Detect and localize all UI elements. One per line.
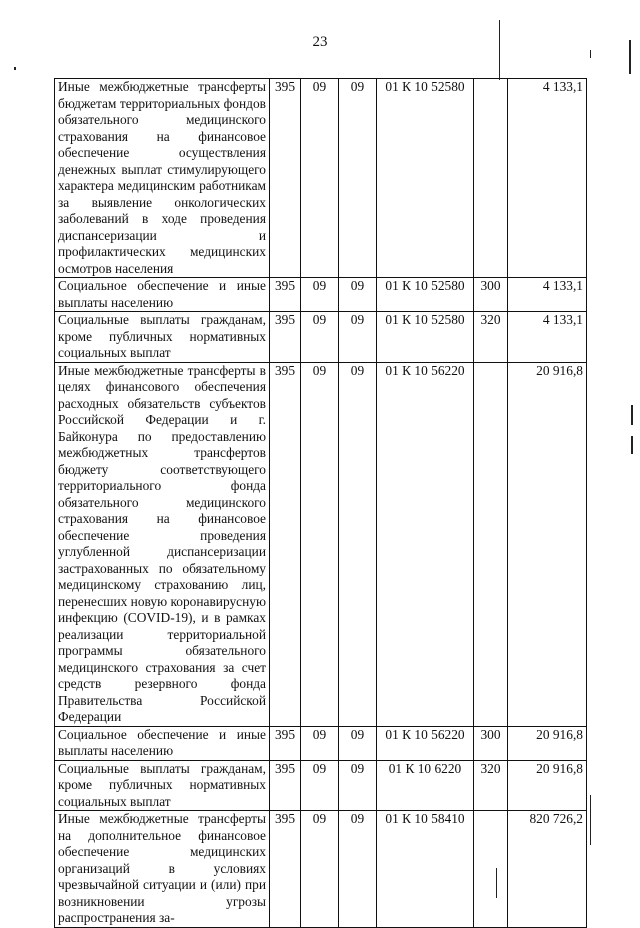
amount-cell: 4 133,1 <box>508 278 587 312</box>
row-name-cell: Социальные выплаты гражданам, кроме публичных нормативных социальных выплат <box>55 312 270 363</box>
subsection-code-cell: 09 <box>339 760 377 811</box>
row-name-cell: Социальные выплаты гражданам, кроме публичных нормативных социальных выплат <box>55 760 270 811</box>
subsection-code-cell: 09 <box>339 726 377 760</box>
scan-artifact <box>631 405 633 425</box>
table-row <box>55 811 587 928</box>
expense-type-cell: 320 <box>474 312 508 363</box>
ministry-code-cell: 395 <box>270 362 301 726</box>
table-row <box>55 79 587 278</box>
scan-artifact <box>629 40 631 74</box>
expense-type-cell: 300 <box>474 726 508 760</box>
table-row <box>55 760 587 811</box>
scan-artifact <box>590 795 591 845</box>
target-article-cell: 01 К 10 52580 <box>377 79 474 278</box>
amount-cell: 20 916,8 <box>508 760 587 811</box>
expense-type-cell <box>474 362 508 726</box>
ministry-code-cell: 395 <box>270 312 301 363</box>
table-row <box>55 278 587 312</box>
expense-type-cell <box>474 79 508 278</box>
page-number: 23 <box>312 34 328 50</box>
target-article-cell: 01 К 10 52580 <box>377 312 474 363</box>
subsection-code-cell: 09 <box>339 362 377 726</box>
table-row <box>55 362 587 726</box>
ministry-code-cell: 395 <box>270 811 301 928</box>
scan-artifact <box>14 67 16 70</box>
section-code-cell: 09 <box>301 726 339 760</box>
row-name-cell: Социальное обеспечение и иные выплаты населению <box>55 726 270 760</box>
section-code-cell: 09 <box>301 312 339 363</box>
ministry-code-cell: 395 <box>270 278 301 312</box>
subsection-code-cell: 09 <box>339 312 377 363</box>
section-code-cell: 09 <box>301 760 339 811</box>
section-code-cell: 09 <box>301 278 339 312</box>
expense-type-cell: 320 <box>474 760 508 811</box>
subsection-code-cell: 09 <box>339 811 377 928</box>
row-name-cell: Иные межбюджетные трансферты бюджетам территориальных фондов обязательного медицинского страхования на финансовое обеспечение осуществления денежных выплат стимулирующего характера медицинским работникам за выявление онкологических заболеваний в ходе проведения диспансеризации и профилактических медицинских осмотров населения <box>55 79 270 278</box>
row-name-cell: Иные межбюджетные трансферты в целях финансового обеспечения расходных обязательств субъектов Российской Федерации и г. Байконура по предоставлению межбюджетных трансфертов бюджету соответствующего территориального фонда обязательного медицинского страхования на финансовое обеспечение проведения углубленной диспансеризации застрахованных по обязательному медицинскому страхованию лиц, перенесших новую коронавирусную инфекцию (COVID-19), и в рамках реализации территориальной программы обязательного медицинского страхования за счет средств резервного фонда Правительства Российской Федерации <box>55 362 270 726</box>
scan-artifact <box>590 50 591 58</box>
budget-table <box>54 78 587 928</box>
ministry-code-cell: 395 <box>270 760 301 811</box>
ministry-code-cell: 395 <box>270 79 301 278</box>
row-name-cell: Иные межбюджетные трансферты на дополнительное финансовое обеспечение медицинских организаций в условиях чрезвычайной ситуации и (или) при возникновении угрозы распространения за- <box>55 811 270 928</box>
amount-cell: 4 133,1 <box>508 312 587 363</box>
table-row <box>55 726 587 760</box>
ministry-code-cell: 395 <box>270 726 301 760</box>
row-name-cell: Социальное обеспечение и иные выплаты населению <box>55 278 270 312</box>
section-code-cell: 09 <box>301 79 339 278</box>
target-article-cell: 01 К 10 52580 <box>377 278 474 312</box>
subsection-code-cell: 09 <box>339 79 377 278</box>
scan-artifact <box>496 868 497 898</box>
scan-artifact <box>499 20 500 80</box>
expense-type-cell <box>474 811 508 928</box>
section-code-cell: 09 <box>301 362 339 726</box>
target-article-cell: 01 К 10 56220 <box>377 726 474 760</box>
amount-cell: 20 916,8 <box>508 362 587 726</box>
section-code-cell: 09 <box>301 811 339 928</box>
table-row <box>55 312 587 363</box>
target-article-cell: 01 К 10 58410 <box>377 811 474 928</box>
amount-cell: 4 133,1 <box>508 79 587 278</box>
subsection-code-cell: 09 <box>339 278 377 312</box>
scan-artifact <box>631 436 633 454</box>
expense-type-cell: 300 <box>474 278 508 312</box>
target-article-cell: 01 К 10 56220 <box>377 362 474 726</box>
target-article-cell: 01 К 10 6220 <box>377 760 474 811</box>
amount-cell: 820 726,2 <box>508 811 587 928</box>
amount-cell: 20 916,8 <box>508 726 587 760</box>
